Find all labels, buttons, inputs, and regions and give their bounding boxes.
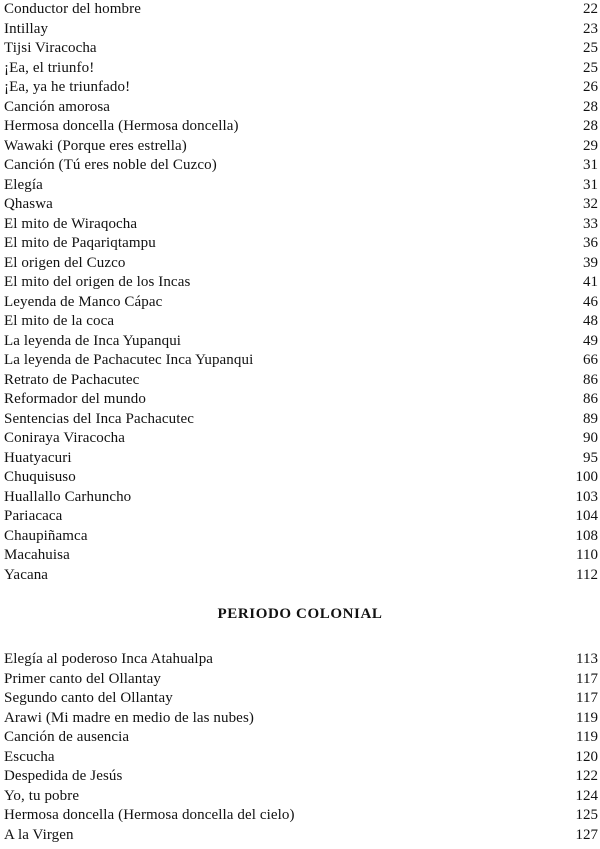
toc-entry (4, 410, 598, 430)
toc-entry-page: 124 (575, 787, 598, 804)
toc-entry-title: El mito de Paqariqtampu (4, 235, 156, 251)
toc-entry-page: 89 (583, 410, 598, 427)
toc-entry-page: 95 (583, 449, 598, 466)
toc-entry-page: 110 (576, 547, 598, 563)
toc-entry (4, 670, 598, 690)
toc-entry (4, 156, 598, 176)
toc-entry-page: 25 (583, 59, 598, 76)
toc-entry (4, 254, 598, 274)
toc-entry-title: Segundo canto del Ollantay (4, 690, 173, 706)
toc-entry (4, 709, 598, 729)
toc-entry-title: A la Virgen (4, 826, 74, 843)
toc-entry (4, 390, 598, 410)
toc-entry-page: 41 (583, 274, 598, 290)
toc-entry-title: Pariacaca (4, 508, 63, 524)
toc-entry-page: 49 (583, 332, 598, 349)
toc-entry-page: 119 (576, 729, 598, 745)
toc-entry-title: Yo, tu pobre (4, 787, 80, 804)
toc-colonial-list (4, 650, 598, 845)
toc-entry-page: 28 (583, 98, 598, 115)
toc-entry-page: 119 (576, 709, 598, 726)
toc-entry-page: 31 (583, 176, 598, 193)
toc-entry-title: Elegía al poderoso Inca Atahualpa (4, 651, 214, 667)
toc-entry-page: 113 (576, 651, 598, 667)
toc-entry-title: Retrato de Pachacutec (4, 371, 140, 388)
toc-entry-title: Tijsi Viracocha (4, 40, 97, 56)
toc-entry (4, 507, 598, 527)
toc-entry-title: Escucha (4, 748, 55, 765)
toc-entry-page: 48 (583, 313, 598, 329)
section-heading-periodo-colonial: PERIODO COLONIAL (217, 606, 383, 622)
toc-entry-title: Coniraya Viracocha (4, 430, 125, 446)
toc-entry-title: Hermosa doncella (Hermosa doncella) (4, 118, 239, 134)
toc-entry (4, 728, 598, 748)
toc-entry-title: Despedida de Jesús (4, 768, 123, 784)
toc-entry (4, 293, 598, 313)
toc-entry (4, 468, 598, 488)
toc-entry-page: 28 (583, 118, 598, 134)
toc-entry (4, 566, 598, 586)
toc-entry-title: Macahuisa (4, 547, 70, 563)
toc-entry-page: 117 (576, 690, 598, 706)
toc-entry-title: Huatyacuri (4, 449, 72, 466)
toc-entry-title: Reformador del mundo (4, 391, 146, 407)
toc-entry-title: Huallallo Carhuncho (4, 488, 132, 505)
toc-entry-page: 26 (583, 79, 598, 95)
toc-entry (4, 117, 598, 137)
toc-entry-title: El mito de Wiraqocha (4, 215, 138, 232)
toc-entry-title: Hermosa doncella (Hermosa doncella del cielo) (4, 807, 295, 823)
toc-entry-page: 33 (583, 215, 598, 232)
toc-entry-title: La leyenda de Pachacutec Inca Yupanqui (4, 352, 254, 368)
toc-entry-page: 104 (575, 508, 598, 524)
toc-entry (4, 312, 598, 332)
toc-entry-title: La leyenda de Inca Yupanqui (4, 332, 182, 349)
toc-entry (4, 20, 598, 40)
toc-entry (4, 449, 598, 469)
toc-entry (4, 234, 598, 254)
toc-entry-page: 86 (583, 371, 598, 388)
toc-entry (4, 195, 598, 215)
toc-entry-title: Elegía (4, 176, 43, 193)
toc-entry-title: Intillay (4, 20, 49, 37)
toc-entry (4, 59, 598, 79)
toc-entry (4, 78, 598, 98)
toc-entry (4, 0, 598, 20)
toc-entry-title: Qhaswa (4, 196, 53, 212)
toc-entry-page: 46 (583, 293, 598, 310)
toc-entry (4, 650, 598, 670)
toc-entry (4, 429, 598, 449)
toc-entry-page: 100 (575, 469, 598, 485)
toc-entry-title: El mito del origen de los Incas (4, 274, 191, 290)
toc-entry-page: 22 (583, 1, 598, 17)
toc-entry (4, 137, 598, 157)
toc-entry-title: Arawi (Mi madre en medio de las nubes) (4, 709, 254, 726)
toc-entry-page: 103 (575, 488, 598, 505)
toc-entry (4, 787, 598, 807)
toc-entry-page: 32 (583, 196, 598, 212)
toc-entry-page: 66 (583, 352, 598, 368)
toc-entry-title: El origen del Cuzco (4, 254, 126, 271)
toc-entry (4, 806, 598, 826)
toc-entry (4, 689, 598, 709)
toc-entry-title: Chaupiñamca (4, 527, 88, 544)
toc-entry-page: 36 (583, 235, 598, 251)
toc-entry-title: ¡Ea, ya he triunfado! (4, 79, 131, 95)
toc-entry (4, 332, 598, 352)
toc-entry-title: Wawaki (Porque eres estrella) (4, 137, 187, 154)
toc-entry-page: 29 (583, 137, 598, 154)
toc-entry (4, 527, 598, 547)
toc-entry (4, 176, 598, 196)
toc-entry-page: 90 (583, 430, 598, 446)
toc-entry (4, 748, 598, 768)
toc-entry (4, 488, 598, 508)
toc-entry-title: ¡Ea, el triunfo! (4, 59, 95, 76)
toc-pre-colonial-list (4, 0, 598, 585)
toc-entry (4, 98, 598, 118)
toc-entry-page: 23 (583, 20, 598, 37)
toc-entry-page: 39 (583, 254, 598, 271)
toc-entry-page: 125 (575, 807, 598, 823)
toc-entry-title: Canción (Tú eres noble del Cuzco) (4, 157, 217, 173)
toc-entry (4, 215, 598, 235)
toc-entry-title: Leyenda de Manco Cápac (4, 293, 163, 310)
toc-entry (4, 767, 598, 787)
toc-entry-page: 86 (583, 391, 598, 407)
toc-entry (4, 371, 598, 391)
toc-entry (4, 273, 598, 293)
toc-entry-title: Primer canto del Ollantay (4, 670, 162, 687)
toc-entry-title: Conductor del hombre (4, 1, 141, 17)
toc-entry (4, 39, 598, 59)
toc-entry-page: 31 (583, 157, 598, 173)
toc-entry-title: El mito de la coca (4, 313, 115, 329)
toc-entry-title: Canción amorosa (4, 98, 111, 115)
toc-entry-title: Sentencias del Inca Pachacutec (4, 410, 194, 427)
toc-entry-title: Yacana (4, 566, 49, 583)
toc-entry-page: 112 (576, 566, 598, 583)
toc-entry (4, 546, 598, 566)
toc-entry-page: 122 (575, 768, 598, 784)
toc-entry (4, 351, 598, 371)
toc-entry-page: 127 (575, 826, 598, 843)
toc-entry-title: Canción de ausencia (4, 729, 130, 745)
toc-entry-page: 120 (575, 748, 598, 765)
toc-entry-title: Chuquisuso (4, 469, 76, 485)
toc-entry (4, 826, 598, 846)
toc-entry-page: 108 (575, 527, 598, 544)
toc-entry-page: 117 (576, 670, 598, 687)
toc-entry-page: 25 (583, 40, 598, 56)
